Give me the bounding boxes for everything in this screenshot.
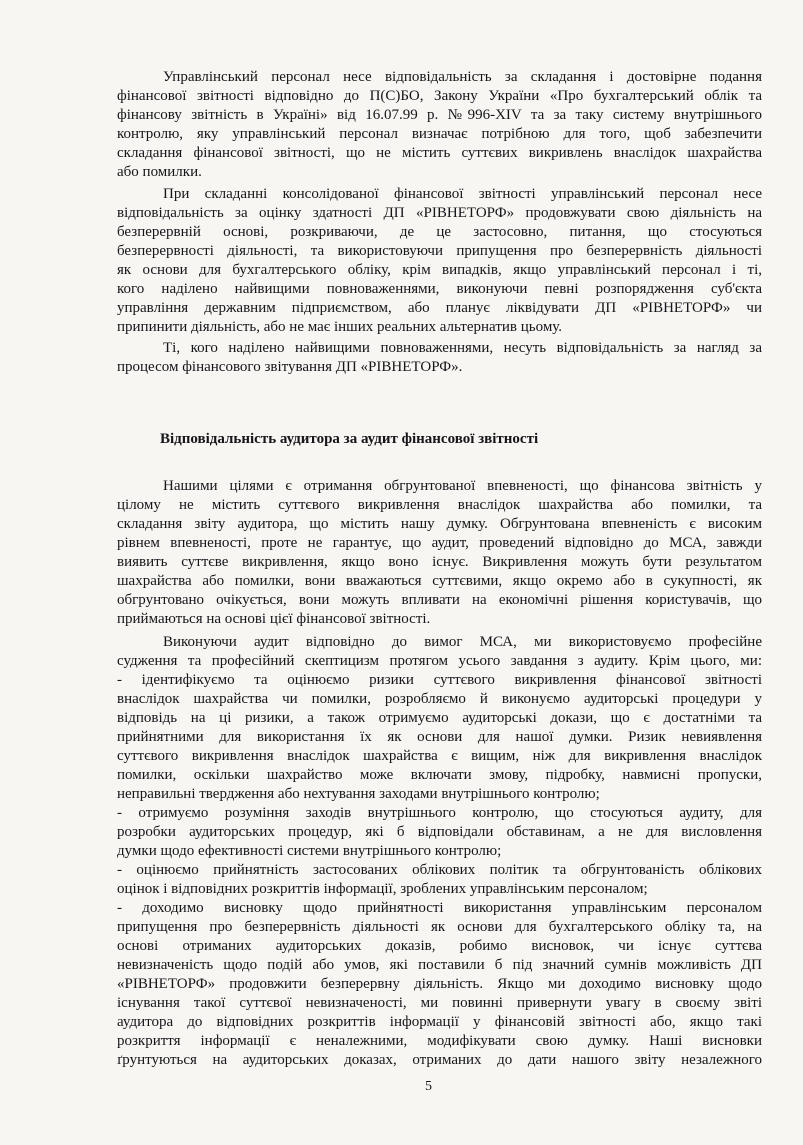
section2-line: неправильні твердження або нехтування заходами внутрішнього контролю; xyxy=(117,786,600,802)
section1-line: складання фінансової звітності, що не містить суттєвих викривлень внаслідок шахрайства xyxy=(117,145,762,161)
section2-line: думки щодо ефективності системи внутрішнього контролю; xyxy=(117,843,502,859)
section2-line: цілому не містить суттєвого викривлення внаслідок шахрайства або помилки, та xyxy=(117,497,762,513)
section2-line: ґрунтуються на аудиторських доказах, отриманих до дати нашого звіту незалежного xyxy=(117,1052,762,1068)
section2-line: основі отриманих аудиторських доказів, робимо висновок, чи існує суттєва xyxy=(117,938,762,954)
section2-line: невизначеність щодо подій або умов, які поставили б під значний сумнів можливість ДП xyxy=(117,957,762,973)
section1-line: або помилки. xyxy=(117,164,202,180)
section1-line: безперервній основі, розкриваючи, де це застосовно, питання, що стосуються xyxy=(117,224,762,240)
section1-line: кого наділено найвищими повноваженнями, виконуючи певні розпорядження суб'єкта xyxy=(117,281,762,297)
section2-line: складання звіту аудитора, що містить нашу думку. Обгрунтована впевненість є високим xyxy=(117,516,762,532)
section1-line: відповідальність за оцінку здатності ДП «РІВНЕТОРФ» продовжувати свою діяльність на xyxy=(117,205,762,221)
section2-line: існування такої суттєвої невизначеності, ми повинні привернути увагу в своєму звіті xyxy=(117,995,762,1011)
section2-line: внаслідок шахрайства чи помилки, розробляємо й виконуємо аудиторські процедури у xyxy=(117,691,762,707)
section2-line: судження та професійний скептицизм протягом усього завдання з аудиту. Крім цього, ми: xyxy=(117,653,762,669)
section-heading: Відповідальність аудитора за аудит фінансової звітності xyxy=(160,431,539,447)
section2-line: - отримуємо розуміння заходів внутрішнього контролю, що стосуються аудиту, для xyxy=(117,805,762,821)
section2-line: Виконуючи аудит відповідно до вимог МСА, ми використовуємо професійне xyxy=(163,634,762,650)
section1-line: управління державним підприємством, або планує ліквідувати ДП «РІВНЕТОРФ» чи xyxy=(117,300,762,316)
section1-line: Управлінський персонал несе відповідальність за складання і достовірне подання xyxy=(163,69,762,85)
section2-line: прийнятними для використання їх як основи для нашої думки. Ризик невиявлення xyxy=(117,729,762,745)
section2-line: Нашими цілями є отримання обгрунтованої впевненості, що фінансова звітність у xyxy=(163,478,762,494)
section1-line: припинити діяльність, або не має інших реальних альтернатив цьому. xyxy=(117,319,563,335)
section2-line: шахрайства або помилки, вони вважаються суттєвими, якщо окремо або в сукупності, як xyxy=(117,573,762,589)
section1-line: безперервності діяльності, та використовуючи припущення про безперервність діяльності xyxy=(117,243,762,259)
section2-line: приймаються на основі цієї фінансової звітності. xyxy=(117,611,431,627)
section2-line: розкриття інформації є неналежними, модифікувати свою думку. Наші висновки xyxy=(117,1033,762,1049)
section2-line: виявить суттєве викривлення, якщо воно існує. Викривлення можуть бути результатом xyxy=(117,554,762,570)
section1-line: фінансову звітність в Україні» від 16.07.99 р. №996-XIV та за таку систему внутрішнього xyxy=(117,107,762,123)
section2-line: - оцінюємо прийнятність застосованих облікових політик та обгрунтованість облікових xyxy=(117,862,762,878)
section2-line: суттєвого викривлення внаслідок шахрайства є вищим, ніж для викривлення внаслідок xyxy=(117,748,762,764)
section2-line: рівнем впевненості, проте не гарантує, що аудит, проведений відповідно до МСА, завжди xyxy=(117,535,762,551)
section2-line: оцінок і відповідних розкриттів інформації, зроблених управлінським персоналом; xyxy=(117,881,648,897)
section1-line: процесом фінансового звітування ДП «РІВНЕТОРФ». xyxy=(117,359,463,375)
section2-line: припущення про безперервність діяльності як основи для бухгалтерського обліку та, на xyxy=(117,919,762,935)
section2-line: розробки аудиторських процедур, які б відповідали обставинам, а не для висловлення xyxy=(117,824,762,840)
section2-line: аудитора до відповідних розкриттів інформації у фінансовій звітності або, якщо такі xyxy=(117,1014,762,1030)
page-number: 5 xyxy=(425,1079,432,1094)
section1-line: Ті, кого наділено найвищими повноваженнями, несуть відповідальність за нагляд за xyxy=(163,340,762,356)
section2-line: - доходимо висновку щодо прийнятності використання управлінським персоналом xyxy=(117,900,762,916)
section1-line: контролю, яку управлінський персонал визначає потрібною для того, щоб забезпечити xyxy=(117,126,762,142)
section2-line: помилки, оскільки шахрайство може включати змову, підробку, навмисні пропуски, xyxy=(117,767,762,783)
section1-line: як основи для бухгалтерського обліку, крім випадків, якщо управлінський персонал і ті, xyxy=(117,262,762,278)
section2-line: - ідентифікуємо та оцінюємо ризики суттєвого викривлення фінансової звітності xyxy=(117,672,762,688)
section2-line: обгрунтовано очікується, вони можуть впливати на економічні рішення користувачів, що xyxy=(117,592,762,608)
section1-line: При складанні консолідованої фінансової звітності управлінський персонал несе xyxy=(163,186,762,202)
section2-line: відповідь на ці ризики, а також отримуємо аудиторські докази, що є достатніми та xyxy=(117,710,762,726)
section2-line: «РІВНЕТОРФ» продовжити безперервну діяльність. Якщо ми доходимо висновку щодо xyxy=(117,976,762,992)
section1-line: фінансової звітності відповідно до П(С)БО, Закону України «Про бухгалтерський облік та xyxy=(117,88,762,104)
